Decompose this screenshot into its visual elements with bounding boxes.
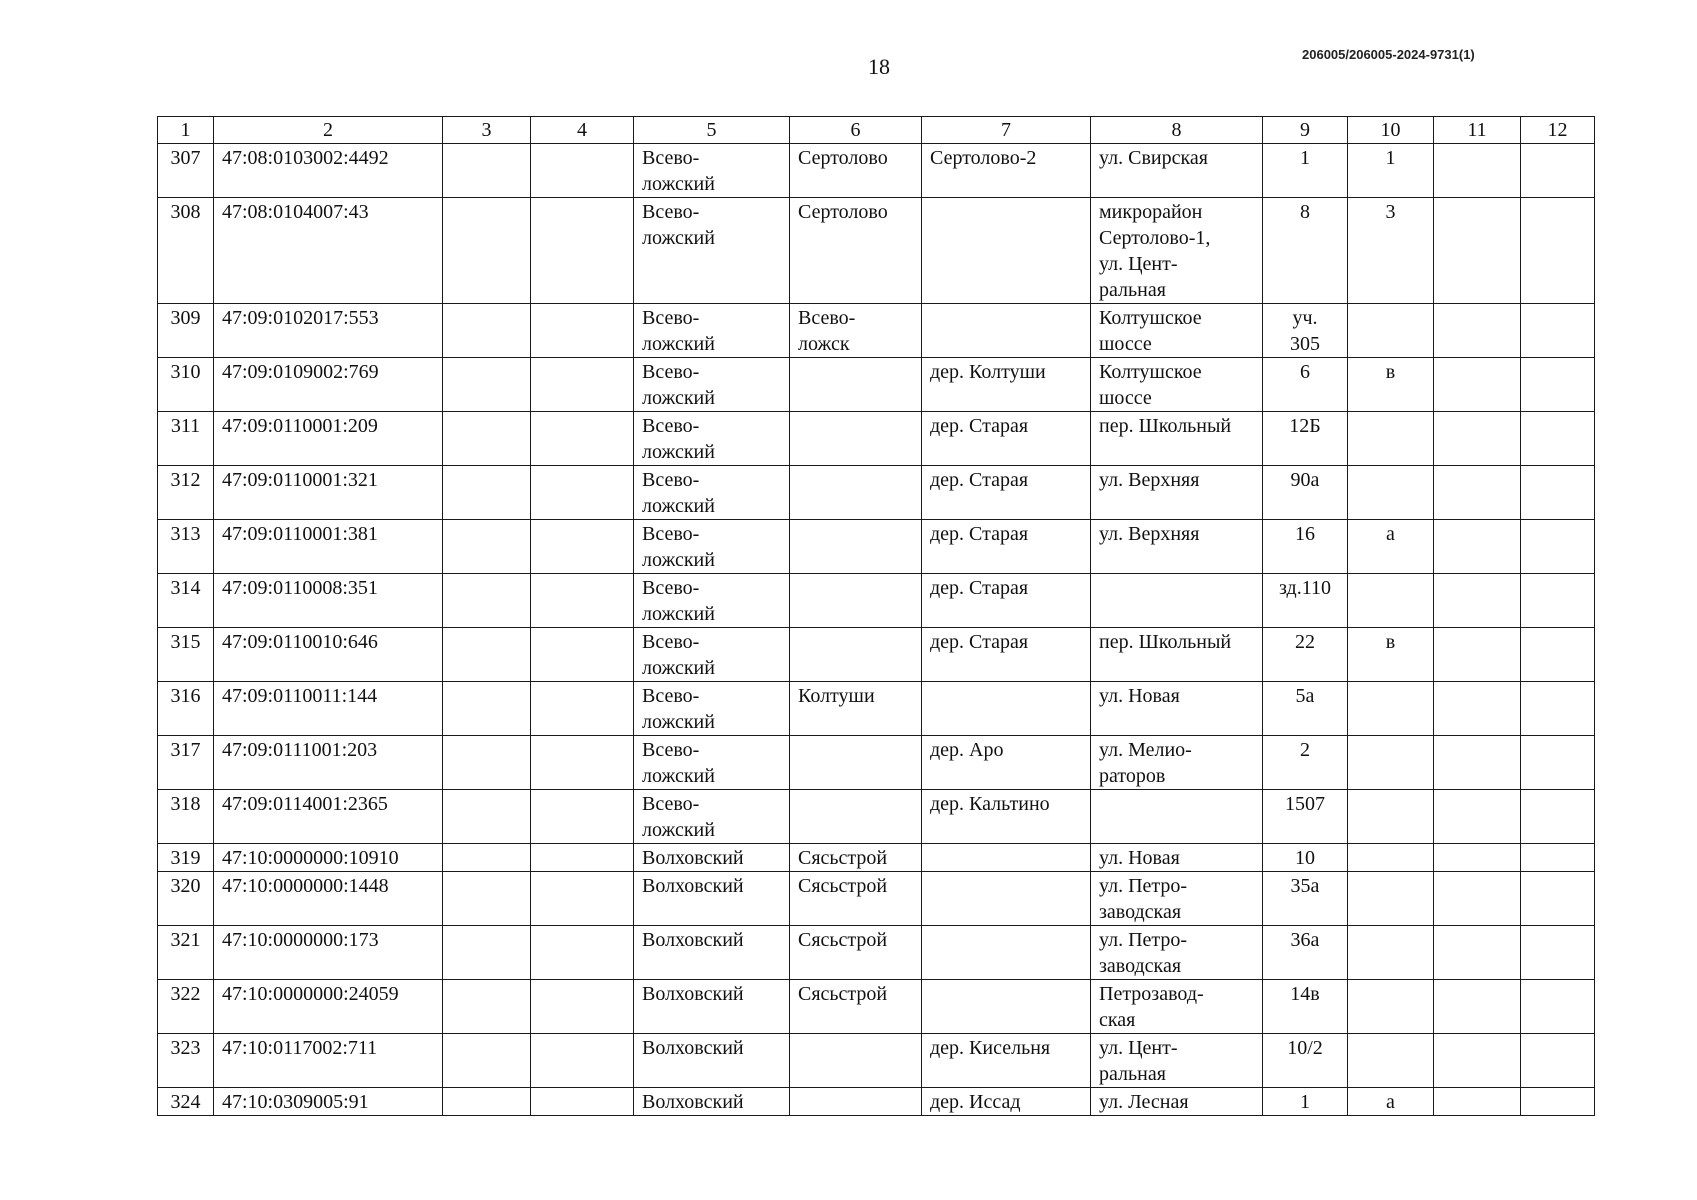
house-number-cell: 1 bbox=[1263, 144, 1348, 198]
col4-cell bbox=[531, 926, 634, 980]
street-cell: Колтушское шоссе bbox=[1091, 358, 1263, 412]
building-cell: 3 bbox=[1348, 198, 1434, 304]
cadastral-number-cell: 47:10:0000000:10910 bbox=[214, 844, 443, 872]
house-number-cell: уч. 305 bbox=[1263, 304, 1348, 358]
col11-cell bbox=[1434, 872, 1521, 926]
table-row bbox=[158, 412, 1595, 466]
table-row bbox=[158, 198, 1595, 304]
building-cell: в bbox=[1348, 628, 1434, 682]
column-header: 4 bbox=[531, 117, 634, 144]
locality-cell: дер. Аро bbox=[922, 736, 1091, 790]
street-cell: ул. Новая bbox=[1091, 844, 1263, 872]
col12-cell bbox=[1521, 1088, 1595, 1116]
cadastral-number-cell: 47:09:0111001:203 bbox=[214, 736, 443, 790]
street-cell: ул. Новая bbox=[1091, 682, 1263, 736]
row-number-cell: 321 bbox=[158, 926, 214, 980]
col3-cell bbox=[443, 844, 531, 872]
house-number-cell: 1507 bbox=[1263, 790, 1348, 844]
building-cell bbox=[1348, 574, 1434, 628]
building-cell bbox=[1348, 980, 1434, 1034]
table-row bbox=[158, 1034, 1595, 1088]
cadastral-number-cell: 47:10:0000000:24059 bbox=[214, 980, 443, 1034]
settlement-cell: Сясьстрой bbox=[790, 926, 922, 980]
row-number-cell: 308 bbox=[158, 198, 214, 304]
row-number-cell: 310 bbox=[158, 358, 214, 412]
cadastral-number-cell: 47:09:0110010:646 bbox=[214, 628, 443, 682]
col12-cell bbox=[1521, 144, 1595, 198]
col3-cell bbox=[443, 1088, 531, 1116]
locality-cell: дер. Старая bbox=[922, 466, 1091, 520]
col4-cell bbox=[531, 574, 634, 628]
table-row bbox=[158, 844, 1595, 872]
locality-cell: дер. Старая bbox=[922, 574, 1091, 628]
locality-cell bbox=[922, 926, 1091, 980]
col3-cell bbox=[443, 736, 531, 790]
column-header: 10 bbox=[1348, 117, 1434, 144]
district-cell: Всево- ложский bbox=[634, 144, 790, 198]
col11-cell bbox=[1434, 790, 1521, 844]
street-cell bbox=[1091, 574, 1263, 628]
house-number-cell: 35а bbox=[1263, 872, 1348, 926]
col4-cell bbox=[531, 412, 634, 466]
col4-cell bbox=[531, 872, 634, 926]
col4-cell bbox=[531, 1034, 634, 1088]
cadastral-number-cell: 47:09:0110001:209 bbox=[214, 412, 443, 466]
district-cell: Волховский bbox=[634, 980, 790, 1034]
column-header: 5 bbox=[634, 117, 790, 144]
street-cell: ул. Петро- заводская bbox=[1091, 872, 1263, 926]
col12-cell bbox=[1521, 520, 1595, 574]
column-header: 11 bbox=[1434, 117, 1521, 144]
row-number-cell: 311 bbox=[158, 412, 214, 466]
col4-cell bbox=[531, 844, 634, 872]
house-number-cell: 10 bbox=[1263, 844, 1348, 872]
cadastral-number-cell: 47:09:0110011:144 bbox=[214, 682, 443, 736]
street-cell: ул. Свирская bbox=[1091, 144, 1263, 198]
column-header: 9 bbox=[1263, 117, 1348, 144]
settlement-cell: Сертолово bbox=[790, 198, 922, 304]
district-cell: Всево- ложский bbox=[634, 358, 790, 412]
col11-cell bbox=[1434, 198, 1521, 304]
settlement-cell bbox=[790, 736, 922, 790]
building-cell bbox=[1348, 844, 1434, 872]
registry-table bbox=[157, 116, 1595, 1116]
settlement-cell bbox=[790, 628, 922, 682]
building-cell bbox=[1348, 412, 1434, 466]
table-row bbox=[158, 790, 1595, 844]
locality-cell: дер. Кальтино bbox=[922, 790, 1091, 844]
settlement-cell: Всево- ложск bbox=[790, 304, 922, 358]
col3-cell bbox=[443, 682, 531, 736]
col12-cell bbox=[1521, 926, 1595, 980]
col11-cell bbox=[1434, 1088, 1521, 1116]
locality-cell bbox=[922, 872, 1091, 926]
col12-cell bbox=[1521, 412, 1595, 466]
house-number-cell: 22 bbox=[1263, 628, 1348, 682]
row-number-cell: 322 bbox=[158, 980, 214, 1034]
house-number-cell: 12Б bbox=[1263, 412, 1348, 466]
settlement-cell: Сясьстрой bbox=[790, 844, 922, 872]
column-header: 8 bbox=[1091, 117, 1263, 144]
house-number-cell: 1 bbox=[1263, 1088, 1348, 1116]
row-number-cell: 314 bbox=[158, 574, 214, 628]
col4-cell bbox=[531, 1088, 634, 1116]
cadastral-number-cell: 47:10:0309005:91 bbox=[214, 1088, 443, 1116]
building-cell: 1 bbox=[1348, 144, 1434, 198]
col12-cell bbox=[1521, 844, 1595, 872]
col4-cell bbox=[531, 790, 634, 844]
locality-cell bbox=[922, 980, 1091, 1034]
column-header: 2 bbox=[214, 117, 443, 144]
row-number-cell: 313 bbox=[158, 520, 214, 574]
street-cell: ул. Цент- ральная bbox=[1091, 1034, 1263, 1088]
row-number-cell: 319 bbox=[158, 844, 214, 872]
locality-cell: дер. Колтуши bbox=[922, 358, 1091, 412]
house-number-cell: 90а bbox=[1263, 466, 1348, 520]
table-row bbox=[158, 980, 1595, 1034]
locality-cell bbox=[922, 198, 1091, 304]
house-number-cell: 2 bbox=[1263, 736, 1348, 790]
col12-cell bbox=[1521, 872, 1595, 926]
cadastral-number-cell: 47:10:0000000:173 bbox=[214, 926, 443, 980]
locality-cell: дер. Старая bbox=[922, 520, 1091, 574]
col4-cell bbox=[531, 144, 634, 198]
district-cell: Всево- ложский bbox=[634, 574, 790, 628]
settlement-cell bbox=[790, 466, 922, 520]
col11-cell bbox=[1434, 466, 1521, 520]
settlement-cell bbox=[790, 358, 922, 412]
district-cell: Всево- ложский bbox=[634, 412, 790, 466]
column-header: 12 bbox=[1521, 117, 1595, 144]
column-header: 6 bbox=[790, 117, 922, 144]
street-cell: ул. Петро- заводская bbox=[1091, 926, 1263, 980]
header-row bbox=[158, 117, 1595, 144]
district-cell: Всево- ложский bbox=[634, 790, 790, 844]
page-number: 18 bbox=[868, 54, 890, 79]
col11-cell bbox=[1434, 304, 1521, 358]
building-cell bbox=[1348, 466, 1434, 520]
col11-cell bbox=[1434, 682, 1521, 736]
col11-cell bbox=[1434, 412, 1521, 466]
settlement-cell: Колтуши bbox=[790, 682, 922, 736]
building-cell bbox=[1348, 926, 1434, 980]
house-number-cell: зд.110 bbox=[1263, 574, 1348, 628]
column-header: 3 bbox=[443, 117, 531, 144]
building-cell: а bbox=[1348, 520, 1434, 574]
col4-cell bbox=[531, 304, 634, 358]
street-cell: пер. Школьный bbox=[1091, 628, 1263, 682]
table-row bbox=[158, 926, 1595, 980]
building-cell bbox=[1348, 736, 1434, 790]
col3-cell bbox=[443, 198, 531, 304]
col3-cell bbox=[443, 872, 531, 926]
district-cell: Волховский bbox=[634, 1088, 790, 1116]
col11-cell bbox=[1434, 358, 1521, 412]
col3-cell bbox=[443, 466, 531, 520]
row-number-cell: 318 bbox=[158, 790, 214, 844]
house-number-cell: 14в bbox=[1263, 980, 1348, 1034]
col3-cell bbox=[443, 144, 531, 198]
locality-cell bbox=[922, 304, 1091, 358]
row-number-cell: 316 bbox=[158, 682, 214, 736]
street-cell: Колтушское шоссе bbox=[1091, 304, 1263, 358]
settlement-cell bbox=[790, 1034, 922, 1088]
table-row bbox=[158, 736, 1595, 790]
settlement-cell: Сясьстрой bbox=[790, 980, 922, 1034]
house-number-cell: 36а bbox=[1263, 926, 1348, 980]
cadastral-number-cell: 47:09:0109002:769 bbox=[214, 358, 443, 412]
cadastral-number-cell: 47:09:0110001:321 bbox=[214, 466, 443, 520]
district-cell: Всево- ложский bbox=[634, 628, 790, 682]
house-number-cell: 8 bbox=[1263, 198, 1348, 304]
street-cell: ул. Верхняя bbox=[1091, 466, 1263, 520]
locality-cell: дер. Старая bbox=[922, 628, 1091, 682]
street-cell: ул. Мелио- раторов bbox=[1091, 736, 1263, 790]
district-cell: Волховский bbox=[634, 844, 790, 872]
cadastral-number-cell: 47:09:0114001:2365 bbox=[214, 790, 443, 844]
col11-cell bbox=[1434, 980, 1521, 1034]
col12-cell bbox=[1521, 628, 1595, 682]
building-cell bbox=[1348, 1034, 1434, 1088]
col11-cell bbox=[1434, 1034, 1521, 1088]
col11-cell bbox=[1434, 736, 1521, 790]
locality-cell: Сертолово-2 bbox=[922, 144, 1091, 198]
col11-cell bbox=[1434, 144, 1521, 198]
row-number-cell: 317 bbox=[158, 736, 214, 790]
col4-cell bbox=[531, 628, 634, 682]
col3-cell bbox=[443, 1034, 531, 1088]
building-cell bbox=[1348, 304, 1434, 358]
table-row bbox=[158, 358, 1595, 412]
table-row bbox=[158, 1088, 1595, 1116]
table-row bbox=[158, 574, 1595, 628]
col3-cell bbox=[443, 412, 531, 466]
col4-cell bbox=[531, 198, 634, 304]
col4-cell bbox=[531, 736, 634, 790]
table-row bbox=[158, 682, 1595, 736]
settlement-cell bbox=[790, 412, 922, 466]
col12-cell bbox=[1521, 1034, 1595, 1088]
settlement-cell bbox=[790, 574, 922, 628]
locality-cell bbox=[922, 682, 1091, 736]
col12-cell bbox=[1521, 790, 1595, 844]
district-cell: Всево- ложский bbox=[634, 198, 790, 304]
column-header: 1 bbox=[158, 117, 214, 144]
district-cell: Всево- ложский bbox=[634, 520, 790, 574]
col3-cell bbox=[443, 574, 531, 628]
col3-cell bbox=[443, 628, 531, 682]
building-cell: в bbox=[1348, 358, 1434, 412]
row-number-cell: 320 bbox=[158, 872, 214, 926]
house-number-cell: 16 bbox=[1263, 520, 1348, 574]
col12-cell bbox=[1521, 358, 1595, 412]
col11-cell bbox=[1434, 574, 1521, 628]
building-cell: а bbox=[1348, 1088, 1434, 1116]
locality-cell: дер. Старая bbox=[922, 412, 1091, 466]
settlement-cell bbox=[790, 1088, 922, 1116]
col12-cell bbox=[1521, 198, 1595, 304]
settlement-cell bbox=[790, 790, 922, 844]
col3-cell bbox=[443, 520, 531, 574]
locality-cell: дер. Кисельня bbox=[922, 1034, 1091, 1088]
col11-cell bbox=[1434, 520, 1521, 574]
col12-cell bbox=[1521, 682, 1595, 736]
cadastral-number-cell: 47:10:0000000:1448 bbox=[214, 872, 443, 926]
district-cell: Волховский bbox=[634, 926, 790, 980]
district-cell: Волховский bbox=[634, 1034, 790, 1088]
table-row bbox=[158, 466, 1595, 520]
col11-cell bbox=[1434, 628, 1521, 682]
table-row bbox=[158, 144, 1595, 198]
district-cell: Всево- ложский bbox=[634, 682, 790, 736]
document-id: 206005/206005-2024-9731(1) bbox=[1302, 47, 1475, 62]
street-cell bbox=[1091, 790, 1263, 844]
row-number-cell: 315 bbox=[158, 628, 214, 682]
cadastral-number-cell: 47:10:0117002:711 bbox=[214, 1034, 443, 1088]
col4-cell bbox=[531, 980, 634, 1034]
house-number-cell: 6 bbox=[1263, 358, 1348, 412]
cadastral-number-cell: 47:08:0104007:43 bbox=[214, 198, 443, 304]
table-row bbox=[158, 520, 1595, 574]
locality-cell bbox=[922, 844, 1091, 872]
street-cell: микрорайон Сертолово-1, ул. Цент- ральная bbox=[1091, 198, 1263, 304]
col3-cell bbox=[443, 358, 531, 412]
table-row bbox=[158, 304, 1595, 358]
row-number-cell: 323 bbox=[158, 1034, 214, 1088]
col3-cell bbox=[443, 926, 531, 980]
row-number-cell: 312 bbox=[158, 466, 214, 520]
cadastral-number-cell: 47:09:0110001:381 bbox=[214, 520, 443, 574]
district-cell: Всево- ложский bbox=[634, 466, 790, 520]
building-cell bbox=[1348, 872, 1434, 926]
col4-cell bbox=[531, 682, 634, 736]
settlement-cell bbox=[790, 520, 922, 574]
cadastral-number-cell: 47:08:0103002:4492 bbox=[214, 144, 443, 198]
street-cell: ул. Лесная bbox=[1091, 1088, 1263, 1116]
building-cell bbox=[1348, 682, 1434, 736]
street-cell: пер. Школьный bbox=[1091, 412, 1263, 466]
locality-cell: дер. Иссад bbox=[922, 1088, 1091, 1116]
table-body bbox=[158, 144, 1595, 1116]
col3-cell bbox=[443, 790, 531, 844]
building-cell bbox=[1348, 790, 1434, 844]
cadastral-number-cell: 47:09:0110008:351 bbox=[214, 574, 443, 628]
street-cell: ул. Верхняя bbox=[1091, 520, 1263, 574]
house-number-cell: 5а bbox=[1263, 682, 1348, 736]
col3-cell bbox=[443, 304, 531, 358]
col4-cell bbox=[531, 520, 634, 574]
table-row bbox=[158, 872, 1595, 926]
col12-cell bbox=[1521, 466, 1595, 520]
col4-cell bbox=[531, 358, 634, 412]
row-number-cell: 309 bbox=[158, 304, 214, 358]
col12-cell bbox=[1521, 304, 1595, 358]
column-header: 7 bbox=[922, 117, 1091, 144]
col12-cell bbox=[1521, 980, 1595, 1034]
settlement-cell: Сертолово bbox=[790, 144, 922, 198]
house-number-cell: 10/2 bbox=[1263, 1034, 1348, 1088]
street-cell: Петрозавод- ская bbox=[1091, 980, 1263, 1034]
district-cell: Волховский bbox=[634, 872, 790, 926]
col3-cell bbox=[443, 980, 531, 1034]
cadastral-number-cell: 47:09:0102017:553 bbox=[214, 304, 443, 358]
col11-cell bbox=[1434, 844, 1521, 872]
row-number-cell: 307 bbox=[158, 144, 214, 198]
col11-cell bbox=[1434, 926, 1521, 980]
col12-cell bbox=[1521, 736, 1595, 790]
col12-cell bbox=[1521, 574, 1595, 628]
col4-cell bbox=[531, 466, 634, 520]
district-cell: Всево- ложский bbox=[634, 304, 790, 358]
table-row bbox=[158, 628, 1595, 682]
settlement-cell: Сясьстрой bbox=[790, 872, 922, 926]
row-number-cell: 324 bbox=[158, 1088, 214, 1116]
district-cell: Всево- ложский bbox=[634, 736, 790, 790]
